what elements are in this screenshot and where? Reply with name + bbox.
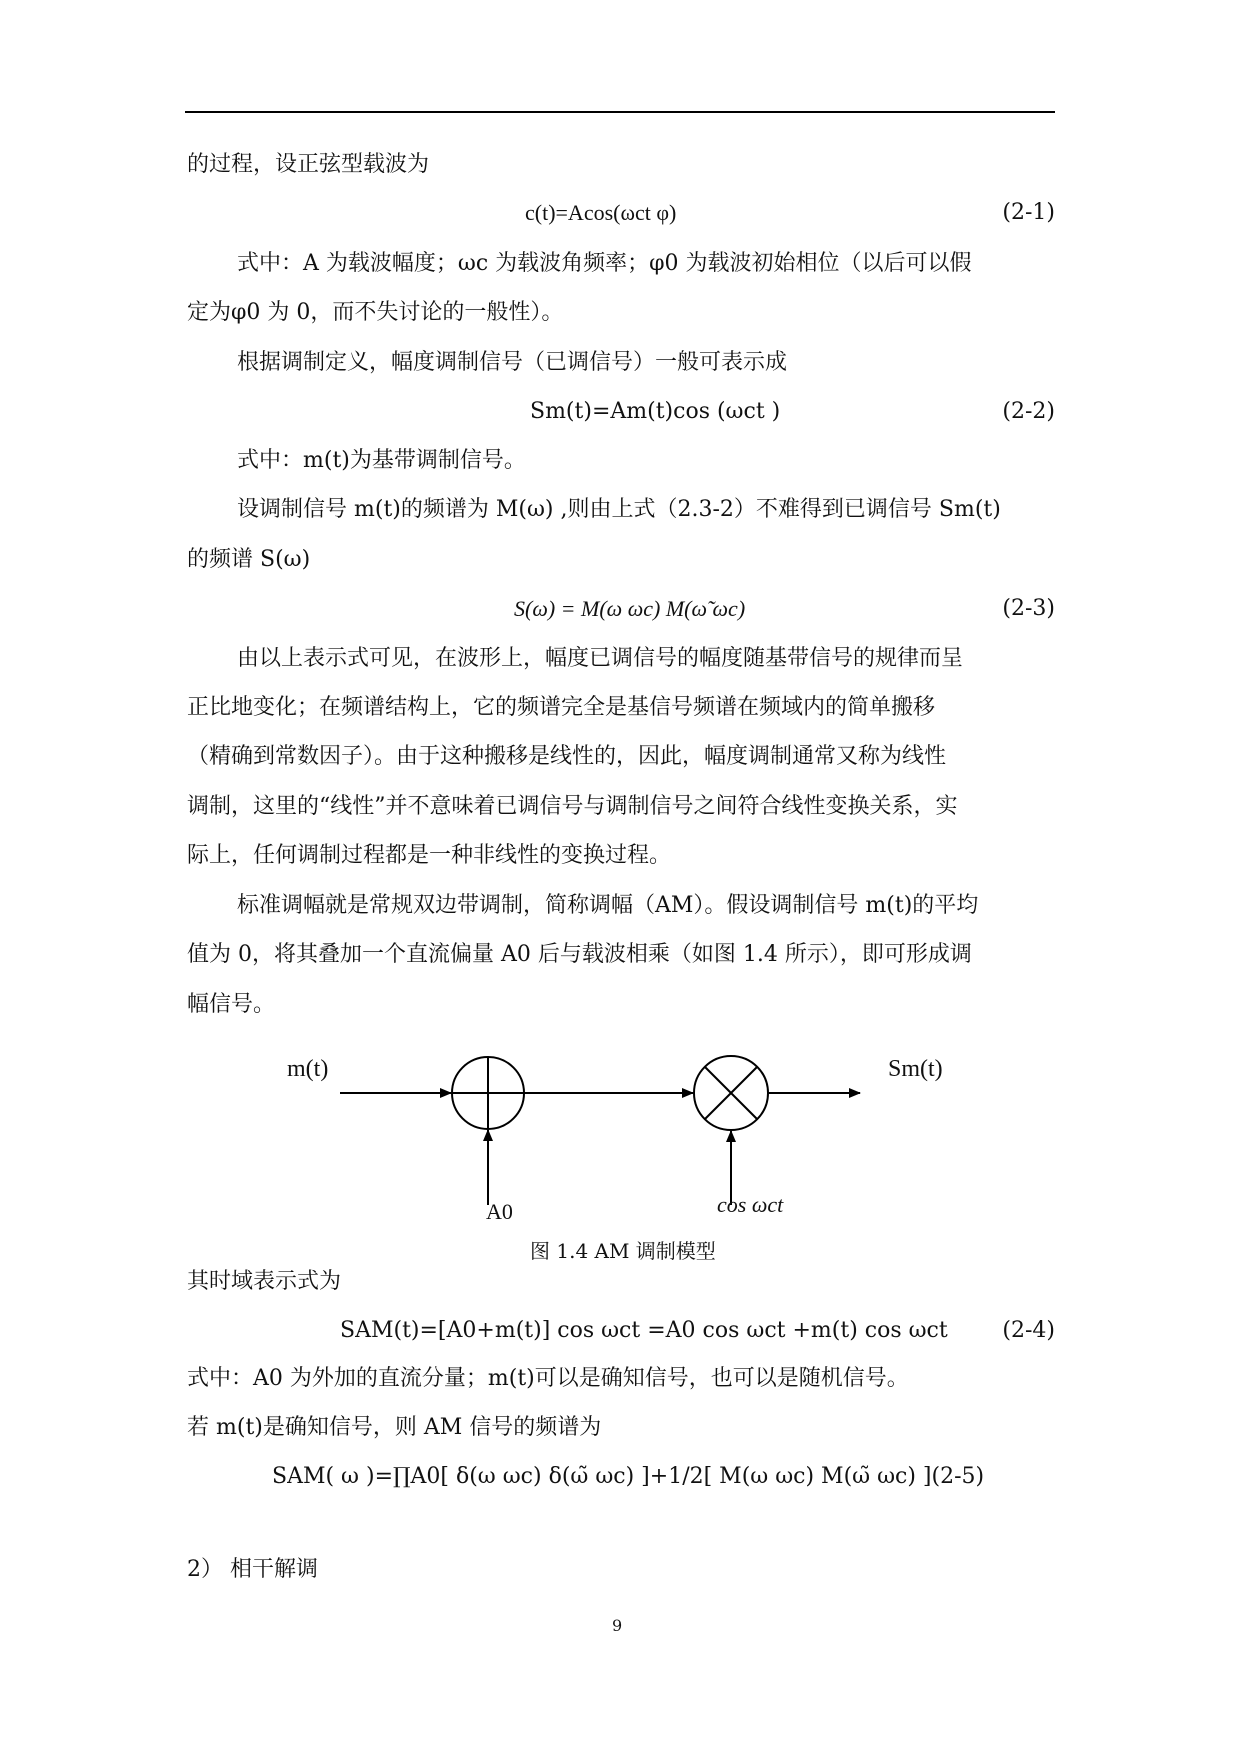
- paragraph-line: 的频谱 S(ω): [187, 547, 311, 572]
- paragraph-line: 值为 0，将其叠加一个直流偏量 A0 后与载波相乘（如图 1.4 所示），即可形成调: [187, 942, 972, 967]
- paragraph-line: 际上，任何调制过程都是一种非线性的变换过程。: [187, 843, 672, 868]
- diagram-carrier-label: cos ωct: [717, 1192, 784, 1217]
- equation-number: (2-4): [1002, 1318, 1055, 1343]
- multiplier-symbol: [694, 1056, 768, 1130]
- diagram-dc-label: A0: [486, 1199, 513, 1224]
- paragraph-line: 式中：m(t)为基带调制信号。: [237, 448, 526, 473]
- paragraph-line: 由以上表示式可见，在波形上，幅度已调信号的幅度随基带信号的规律而呈: [237, 646, 964, 671]
- equation-2-4: SAM(t)=[A0+m(t)] cos ωct =A0 cos ωct +m(t) cos ωct: [340, 1318, 948, 1343]
- equation-2-5: SAM( ω )=∏A0[ δ(ω ωc) δ(ω̃ ωc) ]+1/2[ M(ω ωc) M(ω̃ ωc) ](2-5): [272, 1464, 985, 1489]
- equation-number: (2-2): [1002, 399, 1055, 424]
- paragraph-line: （精确到常数因子）。由于这种搬移是线性的，因此，幅度调制通常又称为线性: [187, 744, 947, 769]
- figure-caption: 图 1.4 AM 调制模型: [530, 1239, 716, 1263]
- equation-number: (2-3): [1002, 596, 1055, 621]
- header-rule: [185, 111, 1055, 113]
- paragraph-line: 设调制信号 m(t)的频谱为 M(ω) ,则由上式（2.3-2）不难得到已调信号 Sm(t): [237, 497, 1001, 522]
- equation-2-2: Sm(t)=Am(t)cos (ωct ): [530, 399, 781, 424]
- adder-symbol: [452, 1057, 524, 1129]
- paragraph-line: 式中：A0 为外加的直流分量；m(t)可以是确知信号，也可以是随机信号。: [187, 1366, 909, 1391]
- paragraph-line: 幅信号。: [187, 992, 276, 1017]
- paragraph-line: 正比地变化；在频谱结构上，它的频谱完全是基信号频谱在频域内的简单搬移: [187, 695, 936, 720]
- paragraph-line: 若 m(t)是确知信号，则 AM 信号的频谱为: [187, 1415, 602, 1440]
- page-number: 9: [612, 1616, 623, 1635]
- diagram-input-label: m(t): [287, 1056, 329, 1082]
- paragraph-line: 根据调制定义，幅度调制信号（已调信号）一般可表示成: [237, 350, 788, 375]
- paragraph-line: 式中：A 为载波幅度；ωc 为载波角频率；φ0 为载波初始相位（以后可以假: [237, 251, 972, 276]
- paragraph-line: 的过程，设正弦型载波为: [187, 152, 430, 177]
- paragraph-line: 标准调幅就是常规双边带调制，简称调幅（AM）。假设调制信号 m(t)的平均: [237, 893, 979, 918]
- paragraph-line: 其时域表示式为: [187, 1269, 342, 1294]
- paragraph-line: 定为φ0 为 0，而不失讨论的一般性）。: [187, 300, 564, 325]
- equation-number: (2-1): [1002, 200, 1055, 225]
- equation-2-1: c(t)=Acos(ωct φ): [525, 200, 677, 225]
- equation-2-3: S(ω) = M(ω ωc) M(ω̃ ωc): [514, 596, 746, 621]
- section-heading: 2） 相干解调: [187, 1557, 318, 1582]
- diagram-output-label: Sm(t): [888, 1056, 943, 1082]
- paragraph-line: 调制，这里的“线性”并不意味着已调信号与调制信号之间符合线性变换关系，实: [187, 794, 958, 819]
